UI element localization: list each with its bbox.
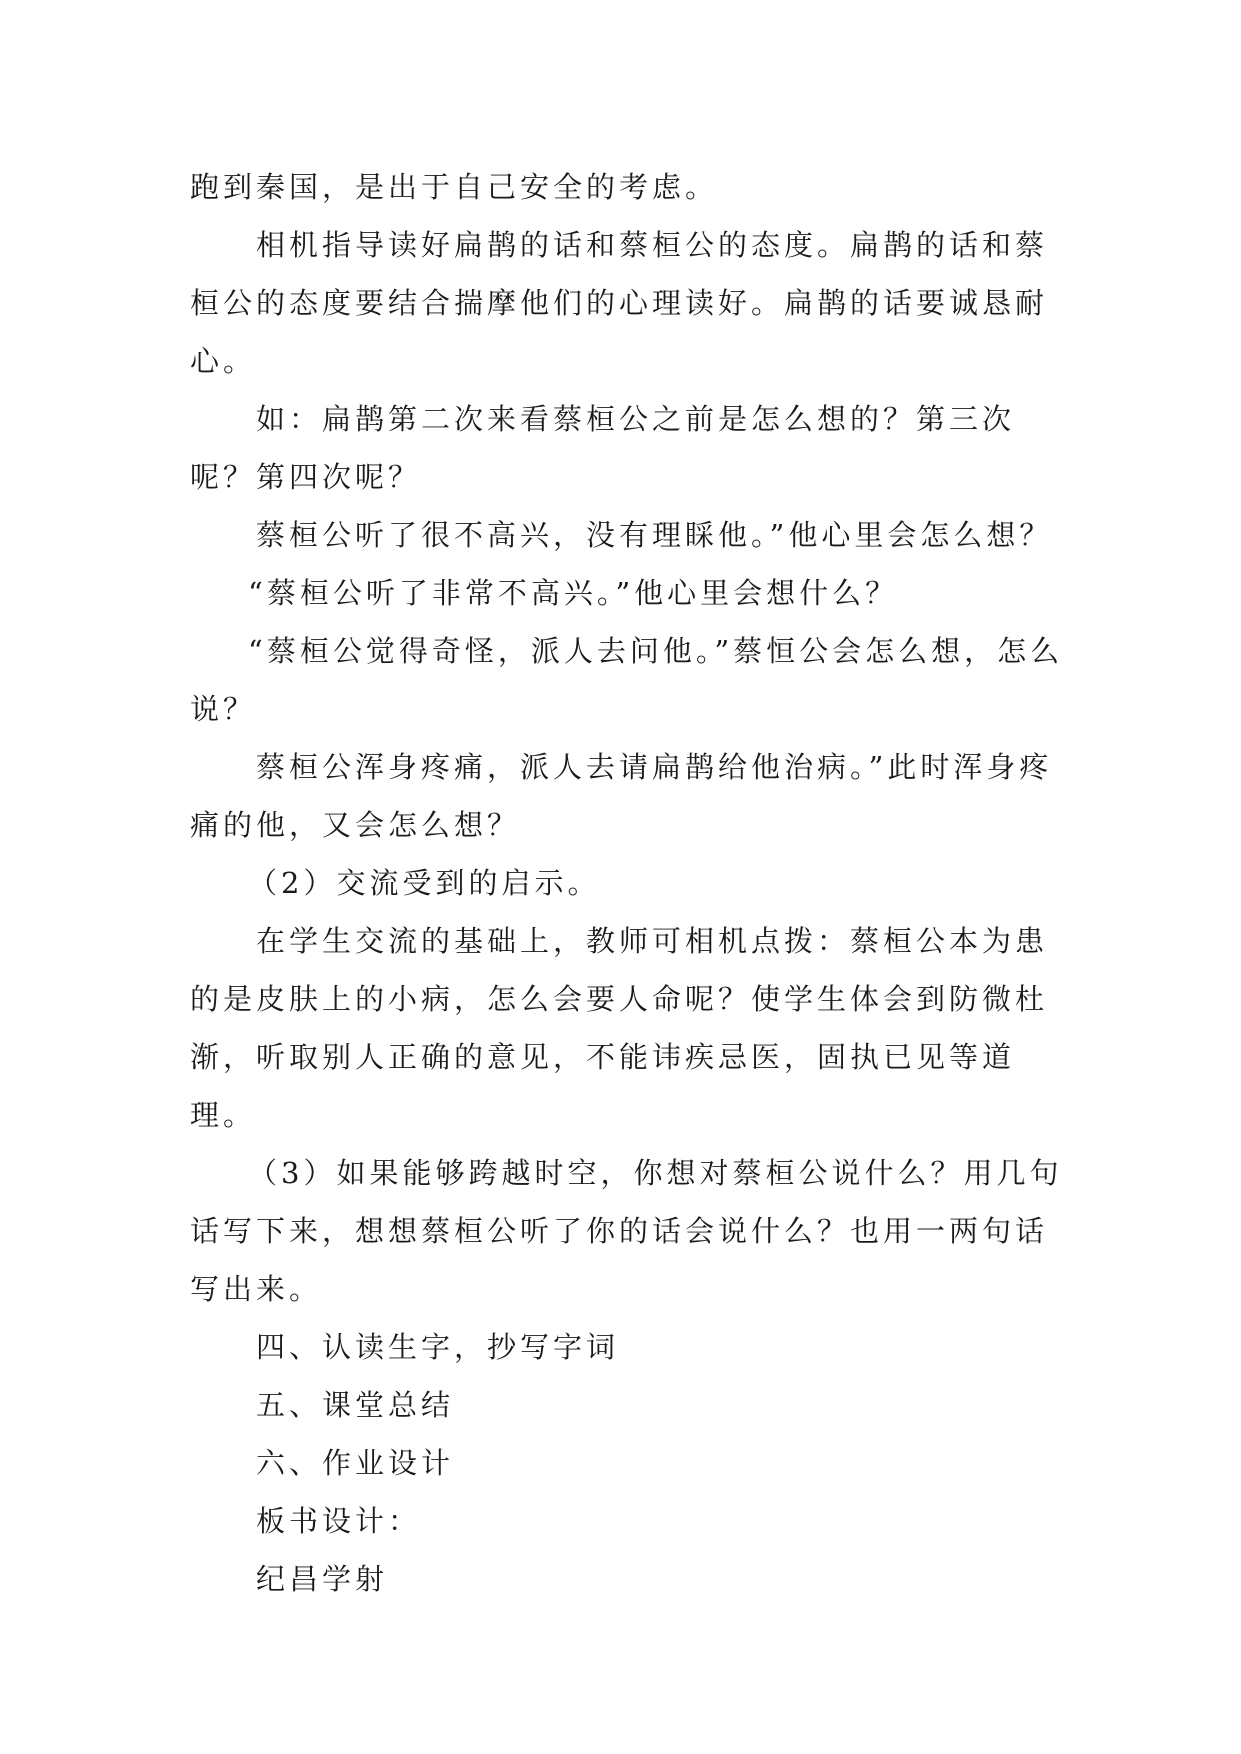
paragraph: （3）如果能够跨越时空，你想对蔡桓公说什么？用几句话写下来，想想蔡桓公听了你的话会说什么？也用一两句话写出来。 xyxy=(190,1156,1063,1306)
paragraph: 在学生交流的基础上，教师可相机点拨：蔡桓公本为患的是皮肤上的小病，怎么会要人命呢？使学生体会到防微杜渐，听取别人正确的意见，不能讳疾忌医，固执已见等道理。 xyxy=(190,924,1049,1132)
paragraph: （2）交流受到的启示。 xyxy=(248,866,601,900)
paragraph: 如：扁鹊第二次来看蔡桓公之前是怎么想的？第三次呢？第四次呢？ xyxy=(190,402,1016,494)
document-body xyxy=(190,158,1070,1608)
paragraph: 跑到秦国，是出于自己安全的考虑。 xyxy=(190,170,719,204)
paragraph: 蔡桓公浑身疼痛，派人去请扁鹊给他治病。”此时浑身疼痛的他，又会怎么想？ xyxy=(190,750,1053,842)
section-heading: 五、课堂总结 xyxy=(256,1388,455,1422)
paragraph: “蔡桓公听了非常不高兴。”他心里会想什么？ xyxy=(248,576,899,610)
section-heading: 四、认读生字，抄写字词 xyxy=(256,1330,620,1364)
board-design-label: 板书设计： xyxy=(256,1504,422,1538)
paragraph: “蔡桓公觉得奇怪，派人去问他。”蔡恒公会怎么想，怎么说？ xyxy=(190,634,1064,726)
section-heading: 六、作业设计 xyxy=(256,1446,455,1480)
board-design-title: 纪昌学射 xyxy=(256,1562,389,1596)
paragraph: 蔡桓公听了很不高兴，没有理睬他。”他心里会怎么想？ xyxy=(256,518,1053,552)
paragraph: 相机指导读好扁鹊的话和蔡桓公的态度。扁鹊的话和蔡桓公的态度要结合揣摩他们的心理读好。扁鹊的话要诚恳耐心。 xyxy=(190,228,1049,378)
